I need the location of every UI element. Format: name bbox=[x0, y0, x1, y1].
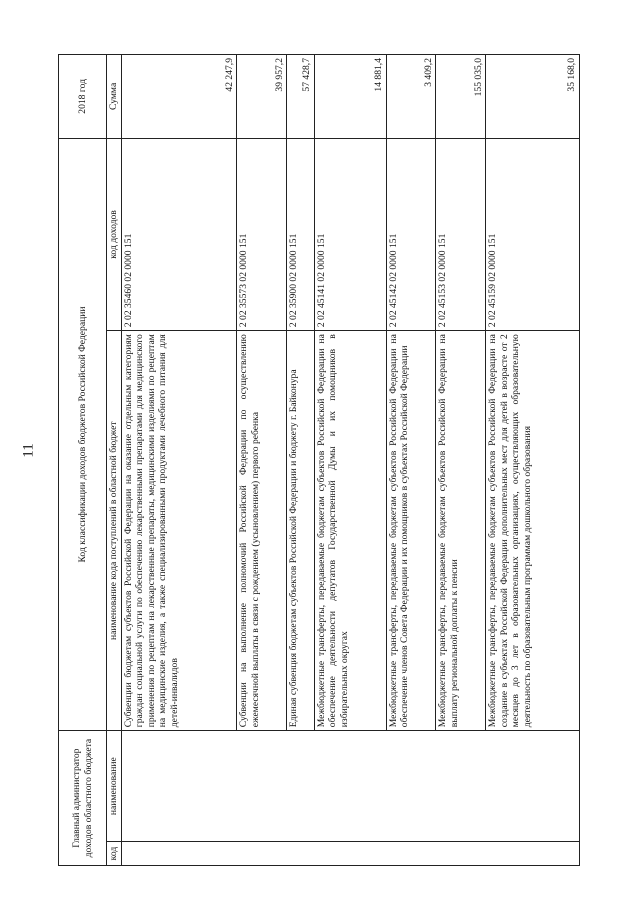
row-code: 2 02 45153 02 0000 151 bbox=[436, 138, 486, 330]
header-sum: Сумма bbox=[107, 55, 122, 139]
header-admin: Главный администратор доходов областного бюджета bbox=[59, 731, 107, 866]
page-number: 11 bbox=[20, 443, 37, 458]
row-sum: 42 247,9 bbox=[121, 55, 237, 139]
header-classification: Код классификации доходов бюджетов Российской Федерации bbox=[59, 138, 107, 730]
row-code: 2 02 35460 02 0000 151 bbox=[121, 138, 237, 330]
row-code: 2 02 45141 02 0000 151 bbox=[314, 138, 386, 330]
row-name: Единая субвенция бюджетам субъектов Российской Федерации и бюджету г. Байконура bbox=[287, 331, 315, 731]
header-year: 2018 год bbox=[59, 55, 107, 139]
header-income-code: код доходов bbox=[107, 138, 122, 330]
row-name: Межбюджетные трансферты, передаваемые бюджетам субъектов Российской Федерации на создание в субъектах Российской Федерации дополнительных мест для детей в возрасте от 2 месяцев до 3 лет в образовательных организациях, осуществляющих образовательную деятельность по образовательным программам дошкольного образования bbox=[486, 331, 580, 731]
row-name: Межбюджетные трансферты, передаваемые бюджетам субъектов Российской Федерации на обеспечение членов Совета Федерации и их помощников в субъектах Российской Федерации bbox=[386, 331, 436, 731]
row-code: 2 02 45142 02 0000 151 bbox=[386, 138, 436, 330]
row-code: 2 02 35900 02 0000 151 bbox=[287, 138, 315, 330]
row-sum: 35 168,0 bbox=[486, 55, 580, 139]
row-code: 2 02 35573 02 0000 151 bbox=[237, 138, 287, 330]
revenue-classification-table bbox=[58, 54, 580, 866]
admin-name-cell bbox=[121, 731, 579, 842]
row-sum: 39 957,2 bbox=[237, 55, 287, 139]
row-name: Межбюджетные трансферты, передаваемые бюджетам субъектов Российской Федерации на выплату региональной доплаты к пенсии bbox=[436, 331, 486, 731]
rotated-table-container bbox=[58, 54, 580, 866]
admin-code-cell bbox=[121, 842, 579, 866]
row-name: Субвенции на выполнение полномочий Российской Федерации по осуществлению ежемесячной выплаты в связи с рождением (усыновлением) первого ребенка bbox=[237, 331, 287, 731]
table-row bbox=[121, 55, 237, 866]
row-sum: 155 035,0 bbox=[436, 55, 486, 139]
row-sum: 57 428,7 bbox=[287, 55, 315, 139]
table-wrapper bbox=[58, 54, 580, 866]
header-income-name: наименование кода поступлений в областной бюджет bbox=[107, 331, 122, 731]
row-sum: 14 881,4 bbox=[314, 55, 386, 139]
header-code: код bbox=[107, 842, 122, 866]
row-sum: 3 409,2 bbox=[386, 55, 436, 139]
row-name: Субвенции бюджетам субъектов Российской Федерации на оказание отдельным категориям граждан социальной услуги по обеспечению лекарственными препаратами для медицинского применения по рецептам на лекарственные препараты, медицинскими изделиями по рецептам на медицинские изделия, а также специализированными продуктами лечебного питания для детей-инвалидов bbox=[121, 331, 237, 731]
header-name: наименование bbox=[107, 731, 122, 842]
row-name: Межбюджетные трансферты, передаваемые бюджетам субъектов Российской Федерации на обеспечение деятельности депутатов Государственной Думы и их помощников в избирательных округах bbox=[314, 331, 386, 731]
row-code: 2 02 45159 02 0000 151 bbox=[486, 138, 580, 330]
